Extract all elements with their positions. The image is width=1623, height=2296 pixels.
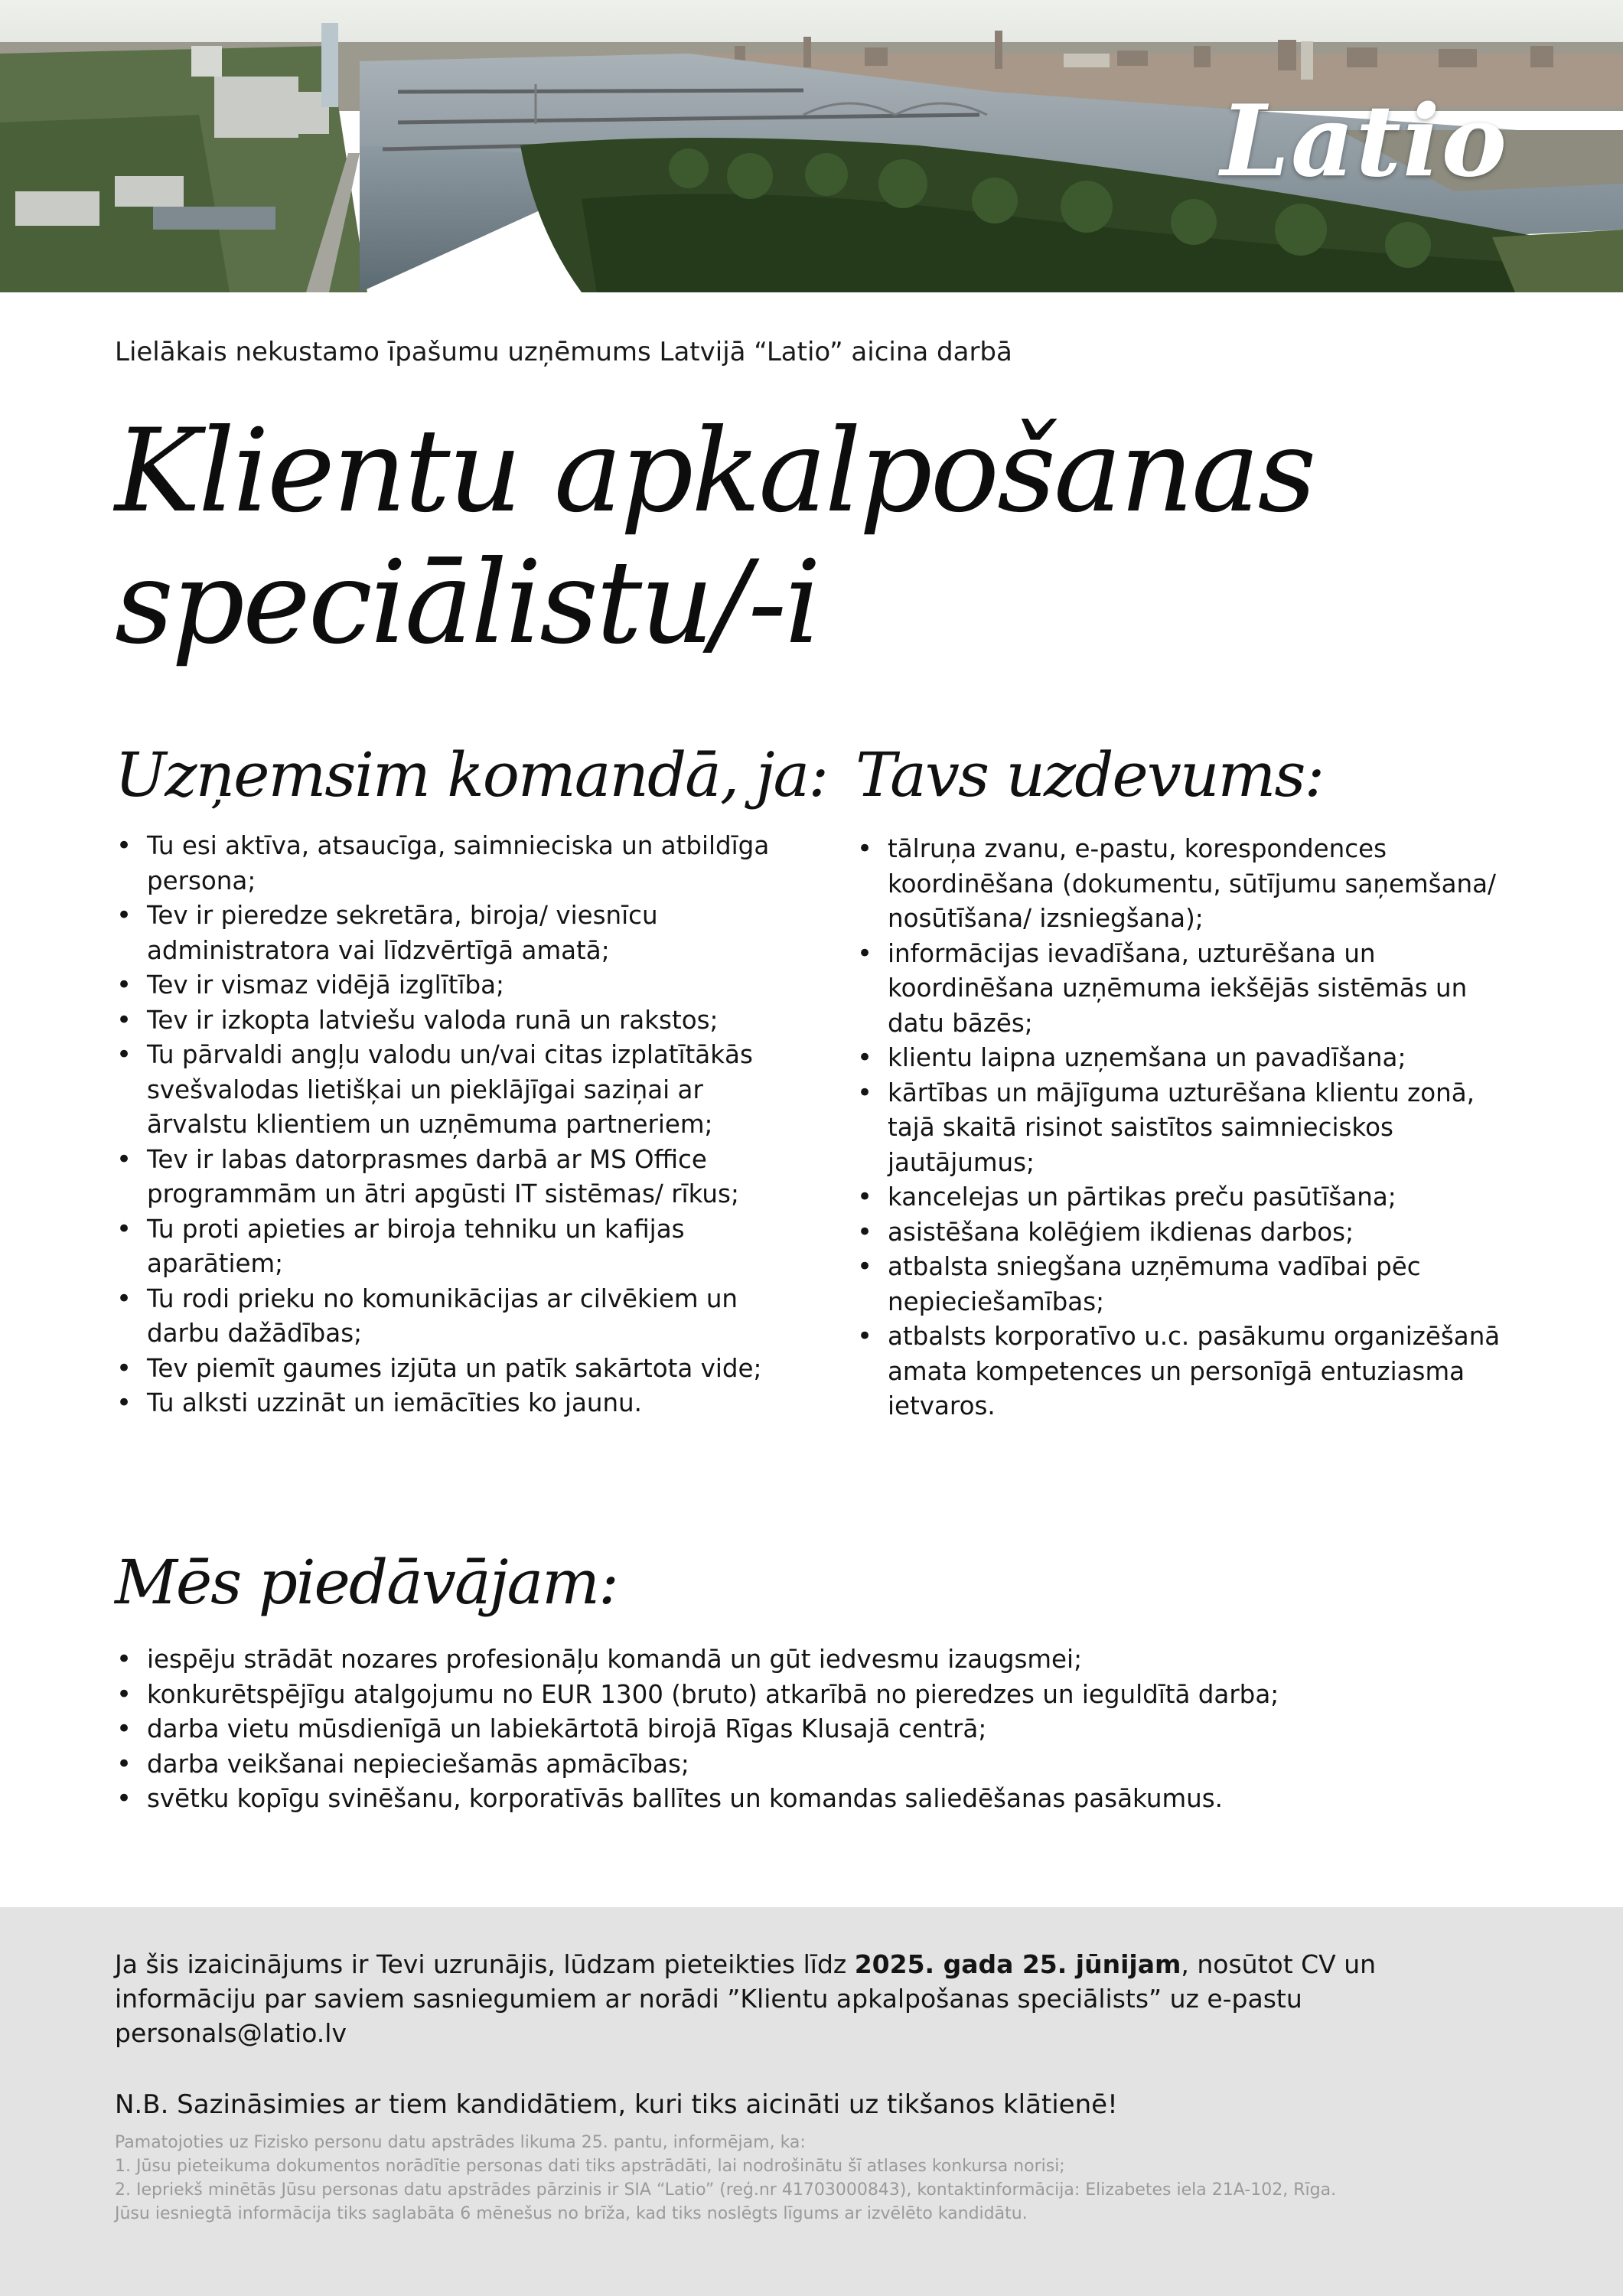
list-item: • atbalsts korporatīvo u.c. pasākumu organizēšanā amata kompetences un personīgā entuziasma ietvaros. <box>855 1319 1521 1424</box>
application-instructions <box>115 1947 1515 2050</box>
list-item: • Tu pārvaldi angļu valodu un/vai citas izplatītākās svešvalodas lietišķai un pieklājīgai saziņai ar ārvalstu klientiem un uzņēmuma partneriem; <box>115 1038 788 1143</box>
apply-text-start: Ja šis izaicinājums ir Tevi uzrunājis, lūdzam pieteikties līdz <box>115 1949 855 1979</box>
list-item: • darba veikšanai nepieciešamās apmācības; <box>115 1747 1530 1782</box>
hero-photo <box>0 0 1623 292</box>
list-item: • svētku kopīgu svinēšanu, korporatīvās ballītes un komandas saliedēšanas pasākumus. <box>115 1782 1530 1817</box>
list-item: • iespēju strādāt nozares profesionāļu komandā un gūt iedvesmu izaugsmei; <box>115 1642 1530 1678</box>
list-item: • Tev ir izkopta latviešu valoda runā un rakstos; <box>115 1003 788 1039</box>
list-item: • atbalsta sniegšana uzņēmuma vadībai pēc nepieciešamības; <box>855 1250 1521 1319</box>
privacy-line: Jūsu iesniegtā informācija tiks saglabāta 6 mēnešus no brīža, kad tiks noslēgts līgums ar izvēlēto kandidātu. <box>115 2204 1028 2223</box>
offer-list <box>115 1642 1530 1817</box>
list-item: • Tev piemīt gaumes izjūta un patīk sakārtota vide; <box>115 1352 788 1387</box>
tasks-section <box>855 739 1521 1424</box>
privacy-line: 2. Iepriekš minētās Jūsu personas datu apstrādes pārzinis ir SIA “Latio” (reģ.nr 41703000843), kontaktinformācija: Elizabetes iela 21A-102, Rīga. <box>115 2180 1337 2200</box>
requirements-list <box>115 829 788 1421</box>
list-item: • kancelejas un pārtikas preču pasūtīšana; <box>855 1180 1521 1215</box>
application-deadline: 2025. gada 25. jūnijam <box>854 1949 1181 1979</box>
list-item: • Tev ir labas datorprasmes darbā ar MS Office programmām un ātri apgūsti IT sistēmas/ rīkus; <box>115 1143 788 1212</box>
offer-section <box>115 1546 1530 1817</box>
job-title-line-2: speciālistu/-i <box>115 536 820 670</box>
application-footer <box>0 1907 1623 2296</box>
list-item: • Tev ir pieredze sekretāra, biroja/ viesnīcu administratora vai līdzvērtīgā amatā; <box>115 899 788 968</box>
list-item: • informācijas ievadīšana, uzturēšana un koordinēšana uzņēmuma iekšējās sistēmās un datu bāzēs; <box>855 937 1521 1042</box>
list-item: • kārtības un mājīguma uzturēšana klientu zonā, tajā skaitā risinot saistītos saimnieciskos jautājumus; <box>855 1076 1521 1181</box>
privacy-line: 1. Jūsu pieteikuma dokumentos norādītie personas dati tiks apstrādāti, lai nodrošinātu šī atlases konkursa norisi; <box>115 2157 1065 2176</box>
privacy-line: Pamatojoties uz Fizisko personu datu apstrādes likuma 25. pantu, informējam, ka: <box>115 2133 806 2152</box>
list-item: • Tu alksti uzzināt un iemācīties ko jaunu. <box>115 1386 788 1421</box>
tasks-list <box>855 832 1521 1424</box>
offer-heading: Mēs piedāvājam: <box>115 1547 618 1618</box>
list-item: • darba vietu mūsdienīgā un labiekārtotā birojā Rīgas Klusajā centrā; <box>115 1712 1530 1747</box>
apply-text-end: , nosūtot CV un informāciju par saviem sasniegumiem ar norādi ”Klientu apkalpošanas speciālists” uz e-pastu personals@latio.lv <box>115 1949 1377 2048</box>
list-item: • Tu esi aktīva, atsaucīga, saimnieciska un atbildīga persona; <box>115 829 788 899</box>
list-item: • Tu rodi prieku no komunikācijas ar cilvēkiem un darbu dažādības; <box>115 1282 788 1352</box>
list-item: • Tev ir vismaz vidējā izglītība; <box>115 968 788 1003</box>
list-item: • asistēšana kolēģiem ikdienas darbos; <box>855 1215 1521 1251</box>
list-item: • klientu laipna uzņemšana un pavadīšana; <box>855 1041 1521 1076</box>
intro-text: Lielākais nekustamo īpašumu uzņēmums Latvijā “Latio” aicina darbā <box>115 337 1012 367</box>
job-title <box>115 406 1530 669</box>
nb-note: N.B. Sazināsimies ar tiem kandidātiem, kuri tiks aicināti uz tikšanos klātienē! <box>115 2089 1118 2120</box>
list-item: • tālruņa zvanu, e-pastu, korespondences koordinēšana (dokumentu, sūtījumu saņemšana/ nosūtīšana/ izsniegšana); <box>855 832 1521 937</box>
latio-logo: Latio <box>1220 84 1508 199</box>
list-item: • konkurētspējīgu atalgojumu no EUR 1300 (bruto) atkarībā no pieredzes un ieguldītā darba; <box>115 1678 1530 1713</box>
requirements-section <box>115 739 828 1421</box>
requirements-heading: Uzņemsim komandā, ja: <box>115 739 828 810</box>
tasks-heading: Tavs uzdevums: <box>855 739 1324 810</box>
job-title-line-1: Klientu apkalpošanas <box>115 405 1315 538</box>
list-item: • Tu proti apieties ar biroja tehniku un kafijas aparātiem; <box>115 1212 788 1282</box>
privacy-notice <box>115 2131 1515 2226</box>
